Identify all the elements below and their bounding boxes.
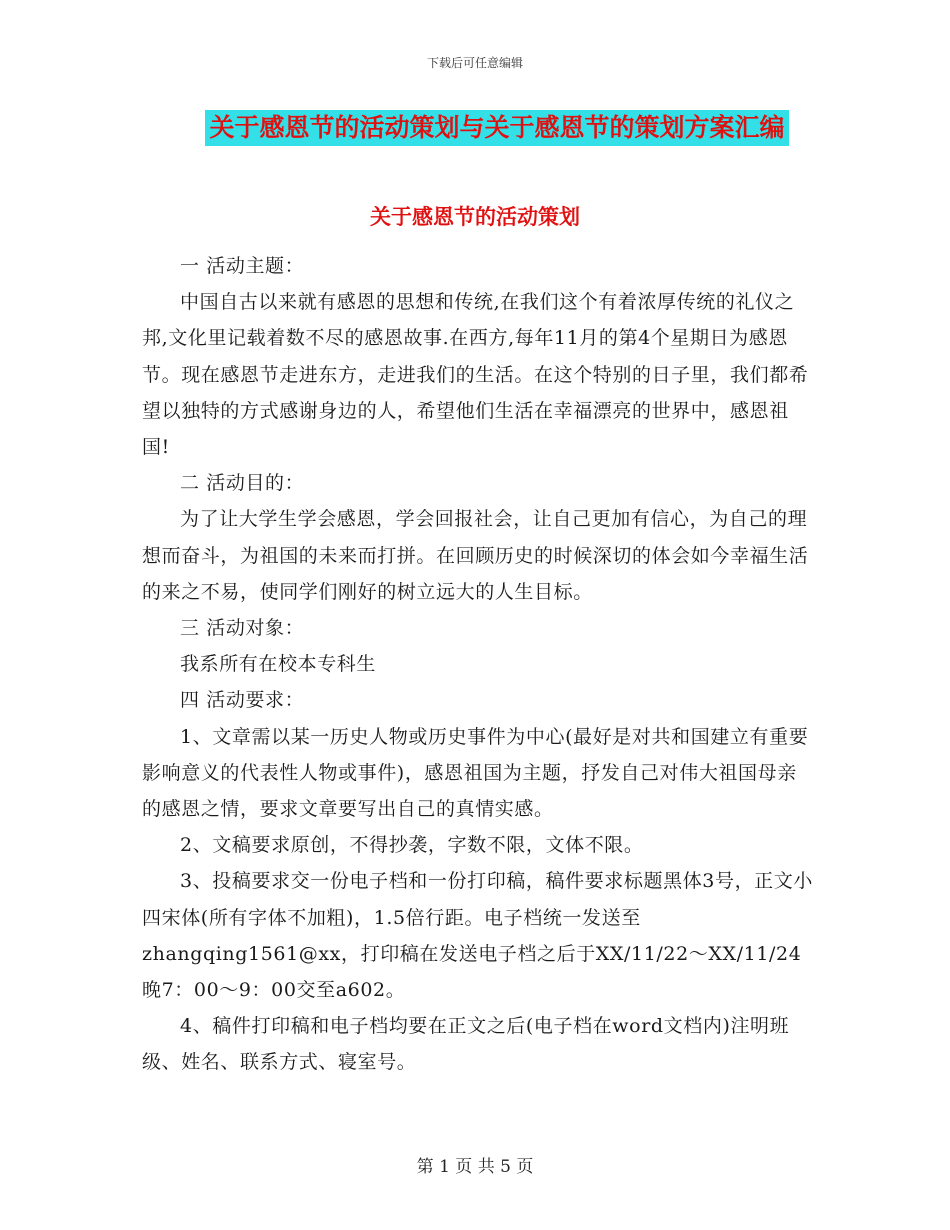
section-title: 关于感恩节的活动策划: [370, 205, 580, 229]
paragraph-audience-text: 我系所有在校本专科生: [180, 653, 377, 676]
heading-activity-audience: 三 活动对象：: [180, 617, 305, 640]
paragraph-requirement-4: 4、稿件打印稿和电子档均要在正文之后(电子档在word文档内)注明班级、姓名、联系方式、寝室号。: [142, 1015, 790, 1074]
heading-activity-purpose: 二 活动目的：: [180, 472, 305, 495]
header-note: 下载后可任意编辑: [426, 56, 523, 70]
paragraph-purpose-text: 为了让大学生学会感恩，学会回报社会，让自己更加有信心，为自己的理想而奋斗，为祖国的未来而打拼。在回顾历史的时候深切的体会如今幸福生活的来之不易，使同学们刚好的树立远大的人生目标。: [142, 508, 809, 603]
heading-activity-theme: 一 活动主题：: [180, 255, 305, 277]
page-footer: 第 1 页 共 5 页: [416, 1157, 534, 1177]
paragraph-requirement-3: 3、投稿要求交一份电子档和一份打印稿，稿件要求标题黑体3号，正文小四宋体(所有字体不加粗)，1.5倍行距。电子档统一发送至zhangqing1561@xx，打印稿在发送电子档之后于XX/11/22～XX/11/24晚7：00～9：00交至a602。: [142, 870, 813, 1002]
document-main-title: 关于感恩节的活动策划与关于感恩节的策划方案汇编: [205, 110, 788, 146]
paragraph-theme-text: 中国自古以来就有感恩的思想和传统,在我们这个有着浓厚传统的礼仪之邦,文化里记载着数不尽的感恩故事.在西方,每年11月的第4个星期日为感恩节。现在感恩节走进东方，走进我们的生活。在这个特别的日子里，我们都希望以独特的方式感谢身边的人，希望他们生活在幸福漂亮的世界中，感恩祖国!: [142, 291, 809, 459]
heading-activity-requirements: 四 活动要求：: [180, 689, 305, 712]
main-title-container: [0, 110, 950, 146]
paragraph-requirement-1: 1、文章需以某一历史人物或历史事件为中心(最好是对共和国建立有重要影响意义的代表性人物或事件)，感恩祖国为主题，抒发自己对伟大祖国母亲的感恩之情，要求文章要写出自己的真情实感。: [142, 725, 809, 821]
document-body: [142, 248, 814, 1081]
paragraph-requirement-2: 2、文稿要求原创，不得抄袭，字数不限，文体不限。: [180, 834, 644, 857]
